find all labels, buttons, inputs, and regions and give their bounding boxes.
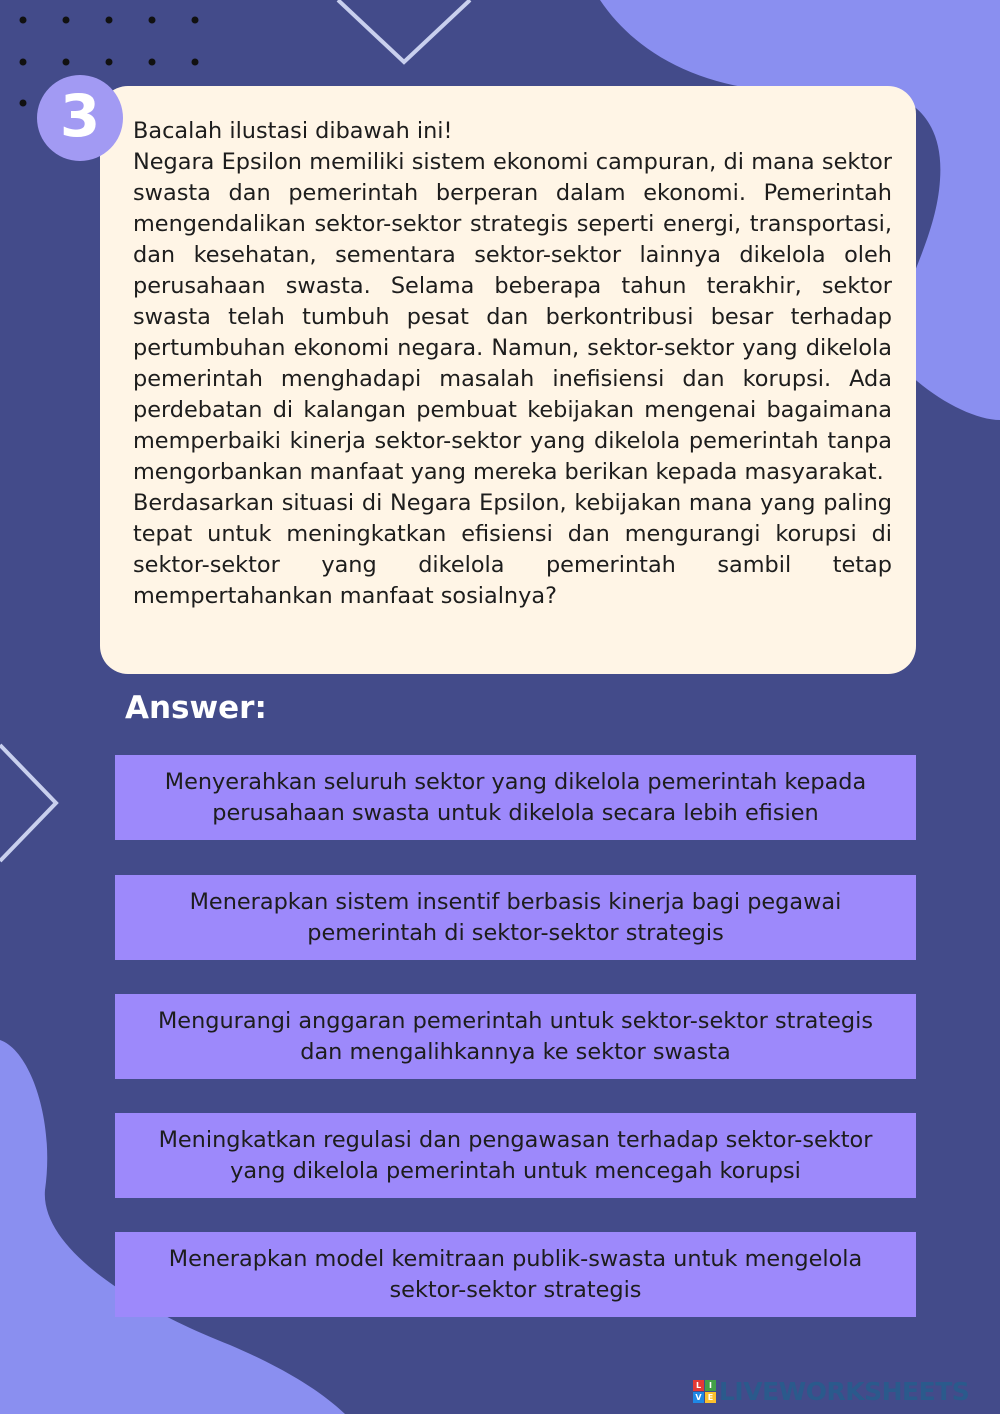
logo-icon: L I V E xyxy=(693,1380,716,1403)
answer-option-2[interactable]: Menerapkan sistem insentif berbasis kinerja bagi pegawai pemerintah di sektor-sektor strategis xyxy=(115,875,916,960)
question-card xyxy=(100,86,916,674)
question-intro: Bacalah ilustasi dibawah ini! xyxy=(133,118,453,144)
top-chevron-outline xyxy=(338,0,470,62)
question-scenario: Negara Epsilon memiliki sistem ekonomi campuran, di mana sektor swasta dan pemerintah berperan dalam ekonomi. Pemerintah mengendalikan sektor-sektor strategis seperti energi, transportasi, dan kesehatan, sementara sektor-sektor lainnya dikelola oleh perusahaan swasta. Selama beberapa tahun terakhir, sektor swasta telah tumbuh pesat dan berkontribusi besar terhadap pertumbuhan ekonomi negara. Namun, sektor-sektor yang dikelola pemerintah menghadapi masalah inefisiensi dan korupsi. Ada perdebatan di kalangan pembuat kebijakan mengenai bagaimana memperbaiki kinerja sektor-sektor yang dikelola pemerintah tanpa mengorbankan manfaat yang mereka berikan kepada masyarakat. xyxy=(133,149,892,485)
answer-option-5[interactable]: Menerapkan model kemitraan publik-swasta untuk mengelola sektor-sektor strategis xyxy=(115,1232,916,1317)
liveworksheets-logo xyxy=(693,1374,969,1408)
question-number-badge xyxy=(37,75,123,161)
question-number: 3 xyxy=(59,82,101,150)
answer-option-4[interactable]: Meningkatkan regulasi dan pengawasan terhadap sektor-sektor yang dikelola pemerintah untuk mencegah korupsi xyxy=(115,1113,916,1198)
question-prompt: Berdasarkan situasi di Negara Epsilon, kebijakan mana yang paling tepat untuk meningkatkan efisiensi dan mengurangi korupsi di sektor-sektor yang dikelola pemerintah sambil tetap mempertahankan manfaat sosialnya? xyxy=(133,490,892,609)
answer-option-3[interactable]: Mengurangi anggaran pemerintah untuk sektor-sektor strategis dan mengalihkannya ke sektor swasta xyxy=(115,994,916,1079)
left-chevron-outline xyxy=(0,745,56,861)
logo-text: LIVEWORKSHEETS xyxy=(719,1376,970,1406)
bottom-left-blob xyxy=(0,1040,345,1414)
answer-heading: Answer: xyxy=(125,690,267,726)
answer-option-1[interactable]: Menyerahkan seluruh sektor yang dikelola pemerintah kepada perusahaan swasta untuk dikelola secara lebih efisien xyxy=(115,755,916,840)
